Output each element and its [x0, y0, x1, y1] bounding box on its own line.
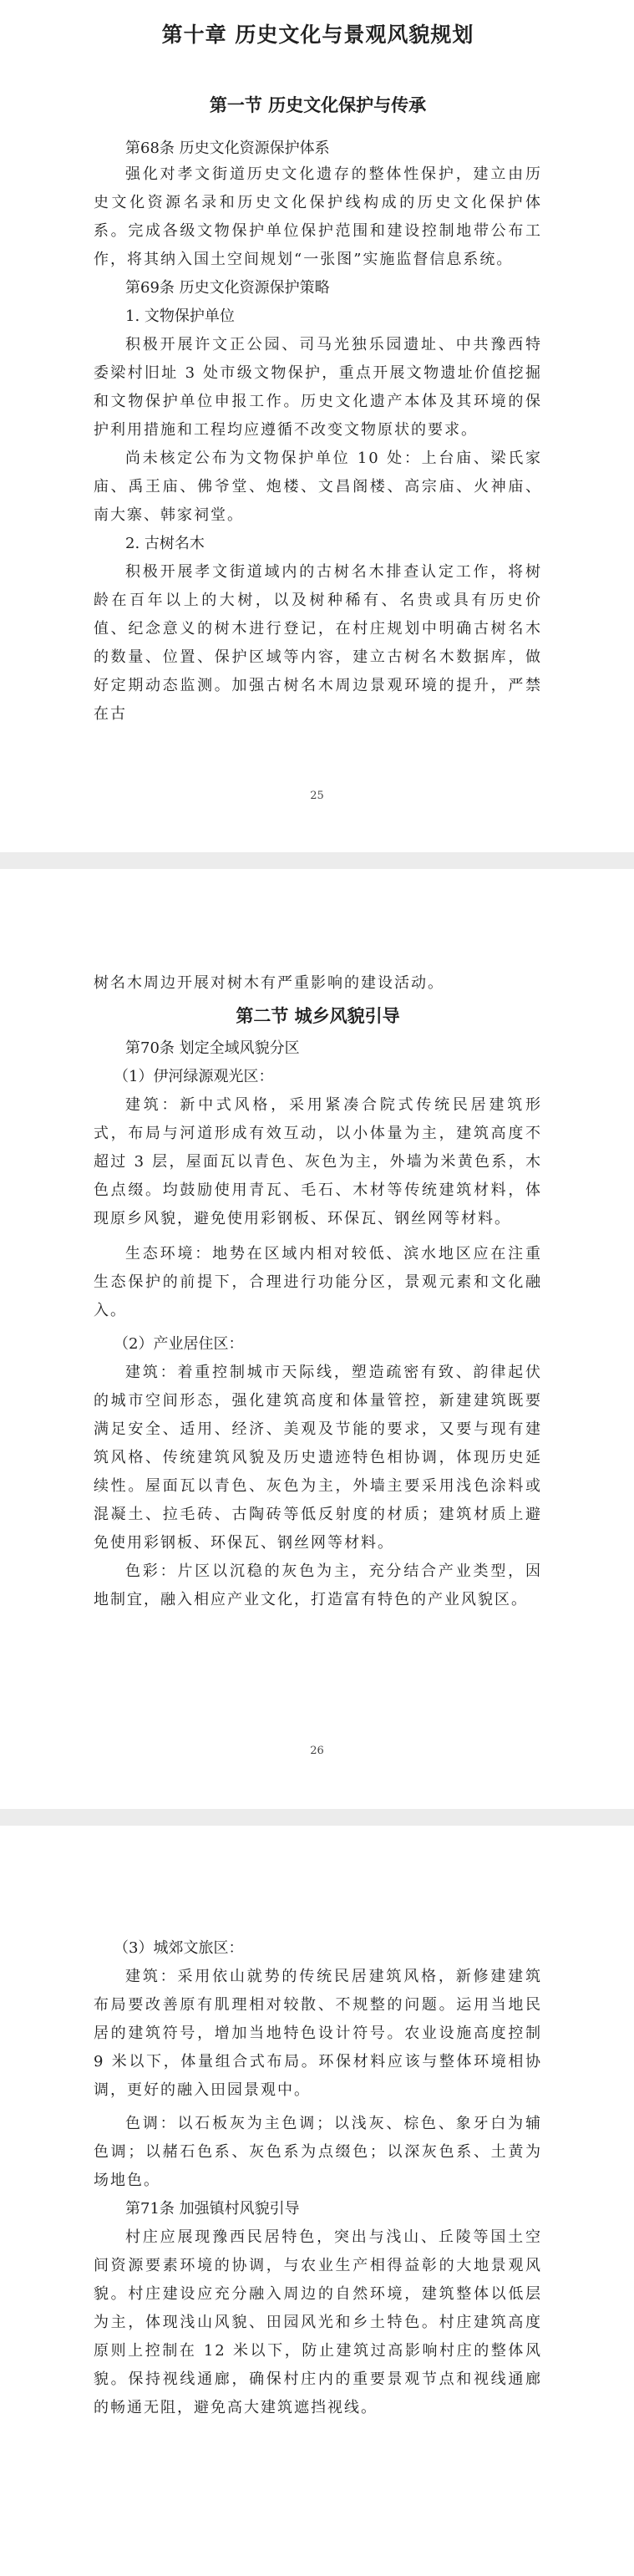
paragraph-unrated-sites: 尚未核定公布为文物保护单位 10 处：上台庙、梁氏家庙、禹王庙、佛爷堂、炮楼、文昌阁楼、高宗庙、火神庙、南大寨、韩家祠堂。 — [94, 450, 542, 524]
zone-2-heading: （2）产业居住区： — [114, 1335, 244, 1353]
paragraph-ancient-trees-continued: 树名木周边开展对树木有严重影响的建设活动。 — [94, 974, 444, 992]
section-title-2: 第二节 城乡风貌引导 — [236, 1005, 400, 1026]
article-70-title: 第70条 划定全域风貌分区 — [125, 1039, 300, 1057]
paragraph-ancient-trees: 积极开展孝文街道域内的古树名木排查认定工作，将树龄在百年以上的大树，以及树种稀有、名贵或具有历史价值、纪念意义的树木进行登记，在村庄规划中明确古树名木的数量、位置、保护区域等内容，建立古树名木数据库，做好定期动态监测。加强古树名木周边景观环境的提升，严禁在古 — [94, 563, 542, 723]
page-number: 26 — [310, 1745, 324, 1757]
zone-3-color: 色调：以石板灰为主色调；以浅灰、棕色、象牙白为辅色调；以赭石色系、灰色系为点缀色；以深灰色系、土黄为场地色。 — [94, 2115, 542, 2189]
chapter-title: 第十章 历史文化与景观风貌规划 — [161, 23, 474, 47]
zone-2-color: 色彩：片区以沉稳的灰色为主，充分结合产业类型，因地制宜，融入相应产业文化，打造富有特色的产业风貌区。 — [94, 1562, 542, 1608]
page-27 — [0, 1826, 634, 2576]
zone-3-architecture: 建筑：采用依山就势的传统民居建筑风格，新修建建筑布局要改善原有肌理相对较散、不规整的问题。运用当地民居的建筑符号，增加当地特色设计符号。农业设施高度控制 9 米以下，体量组合式布局。环保材料应该与整体环境相协调，更好的融入田园景观中。 — [94, 1968, 542, 2099]
page-number: 25 — [310, 790, 324, 802]
article-69-title: 第69条 历史文化资源保护策略 — [125, 279, 330, 297]
subheading-cultural-relics: 1. 文物保护单位 — [125, 307, 235, 325]
article-71-title: 第71条 加强镇村风貌引导 — [125, 2200, 300, 2218]
subheading-ancient-trees: 2. 古树名木 — [125, 535, 205, 552]
zone-2-architecture: 建筑：着重控制城市天际线，塑造疏密有致、韵律起伏的城市空间形态，强化建筑高度和体量管控，新建建筑既要满足安全、适用、经济、美观及节能的要求，又要与现有建筑风格、传统建筑风貌及历史遗迹特色相协调，体现历史延续性。屋面瓦以青色、灰色为主，外墙主要采用浅色涂料或混凝土、拉毛砖、古陶砖等低反射度的材质；建筑材质上避免使用彩钢板、环保瓦、钢丝网等材料。 — [94, 1364, 542, 1552]
zone-1-architecture: 建筑：新中式风格，采用紧凑合院式传统民居建筑形式，布局与河道形成有效互动，以小体量为主，建筑高度不超过 3 层，屋面瓦以青色、灰色为主，外墙为米黄色系，木色点缀。均鼓励使用青瓦、毛石、木材等传统建筑材料，体现原乡风貌，避免使用彩钢板、环保瓦、钢丝网等材料。 — [94, 1096, 542, 1227]
paragraph-cultural-relics: 积极开展许文正公园、司马光独乐园遗址、中共豫西特委梁村旧址 3 处市级文物保护，重点开展文物遗址价值挖掘和文物保护单位申报工作。历史文化遗产本体及其环境的保护利用措施和工程均应遵循不改变文物原状的要求。 — [94, 336, 542, 439]
page-25 — [0, 0, 634, 852]
article-68-title: 第68条 历史文化资源保护体系 — [125, 140, 330, 157]
zone-1-ecology: 生态环境：地势在区域内相对较低、滨水地区应在注重生态保护的前提下，合理进行功能分区，景观元素和文化融入。 — [94, 1245, 542, 1319]
article-71-paragraph: 村庄应展现豫西民居特色，突出与浅山、丘陵等国土空间资源要素环境的协调，与农业生产相得益彰的大地景观风貌。村庄建设应充分融入周边的自然环境，建筑整体以低层为主，体现浅山风貌、田园风光和乡土特色。村庄建筑高度原则上控制在 12 米以下，防止建筑过高影响村庄的整体风貌。保持视线通廊，确保村庄内的重要景观节点和视线通廊的畅通无阻，避免高大建筑遮挡视线。 — [94, 2228, 542, 2416]
zone-3-heading: （3）城郊文旅区： — [114, 1939, 244, 1957]
zone-1-heading: （1）伊河绿源观光区： — [114, 1068, 274, 1085]
page-26 — [0, 869, 634, 1809]
article-68-paragraph: 强化对孝文街道历史文化遗存的整体性保护，建立由历史文化资源名录和历史文化保护线构成的历史文化保护体系。完成各级文物保护单位保护范围和建设控制地带公布工作，将其纳入国土空间规划“一张图”实施监督信息系统。 — [94, 165, 542, 268]
section-title-1: 第一节 历史文化保护与传承 — [209, 94, 427, 115]
